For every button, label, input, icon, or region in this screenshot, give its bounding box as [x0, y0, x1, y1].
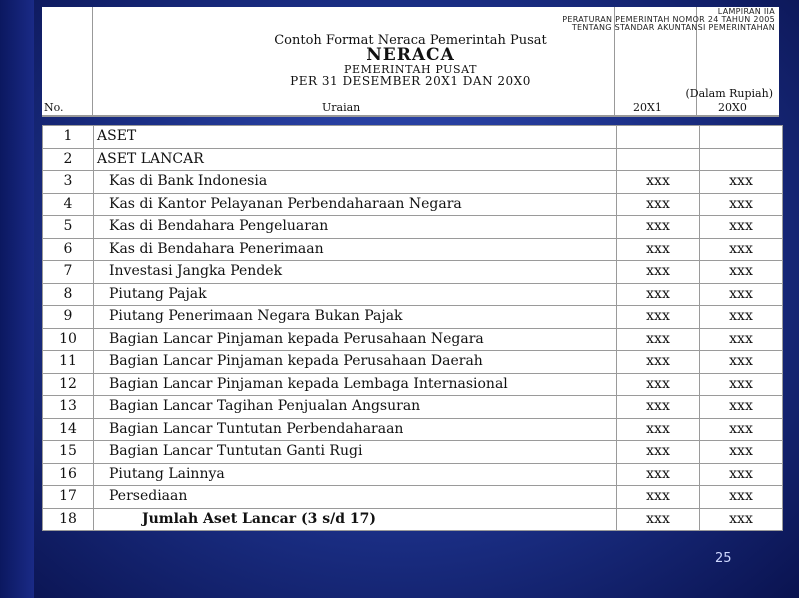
row-number-text: 2 [63, 150, 73, 167]
table-row [43, 418, 783, 441]
row-number-text: 9 [63, 308, 73, 325]
row-description-cell [94, 373, 617, 396]
row-value-20x0-cell [700, 351, 783, 374]
row-value-20x0-text: xxx [729, 240, 753, 257]
row-value-20x0-cell [700, 126, 783, 149]
row-number-cell [43, 148, 94, 171]
table-row [43, 373, 783, 396]
table-row [43, 486, 783, 509]
row-value-20x0-text: xxx [729, 398, 753, 415]
row-value-20x0-cell [700, 193, 783, 216]
row-value-20x1-cell [617, 441, 700, 464]
row-value-20x0-cell [700, 486, 783, 509]
table-row [43, 171, 783, 194]
row-number-cell [43, 373, 94, 396]
row-description-cell [94, 283, 617, 306]
row-number-text: 1 [63, 128, 73, 145]
table-row [43, 441, 783, 464]
row-description-cell [94, 463, 617, 486]
row-value-20x1-text: xxx [646, 195, 670, 212]
row-number-cell [43, 171, 94, 194]
row-number-text: 17 [59, 488, 77, 505]
row-value-20x0-cell [700, 261, 783, 284]
row-description-cell [94, 418, 617, 441]
row-value-20x1-cell [617, 126, 700, 149]
table-row [43, 306, 783, 329]
table-row [43, 238, 783, 261]
column-header-year2: 20X0 [718, 101, 747, 114]
table-row [43, 508, 783, 531]
row-description-cell [94, 486, 617, 509]
row-number-text: 4 [63, 195, 73, 212]
row-description-cell [94, 441, 617, 464]
row-value-20x0-cell [700, 418, 783, 441]
row-value-20x0-cell [700, 508, 783, 531]
row-value-20x1-text: xxx [646, 263, 670, 280]
row-value-20x0-text: xxx [729, 353, 753, 370]
row-value-20x1-cell [617, 396, 700, 419]
table-row [43, 463, 783, 486]
row-value-20x1-text: xxx [646, 330, 670, 347]
row-value-20x0-cell [700, 373, 783, 396]
row-value-20x1-text: xxx [646, 308, 670, 325]
row-number-cell [43, 418, 94, 441]
row-value-20x1-cell [617, 283, 700, 306]
row-value-20x0-text: xxx [729, 510, 753, 527]
row-number-cell [43, 396, 94, 419]
row-number-text: 13 [59, 398, 77, 415]
row-number-text: 15 [59, 443, 77, 460]
row-description-cell [94, 171, 617, 194]
row-value-20x1-text: xxx [646, 465, 670, 482]
row-value-20x0-text: xxx [729, 488, 753, 505]
row-value-20x0-text: xxx [729, 465, 753, 482]
column-header-no: No. [44, 101, 64, 114]
regulation-label: PERATURAN PEMERINTAH NOMOR 24 TAHUN 2005 [562, 15, 775, 24]
row-value-20x0-text: xxx [729, 308, 753, 325]
row-number-text: 7 [63, 263, 73, 280]
table-row [43, 396, 783, 419]
row-value-20x1-cell [617, 351, 700, 374]
row-value-20x1-text: xxx [646, 218, 670, 235]
row-description-text: Bagian Lancar Pinjaman kepada Perusahaan Negara [109, 330, 484, 347]
row-value-20x0-cell [700, 396, 783, 419]
row-description-text: ASET [97, 128, 137, 145]
row-value-20x1-text: xxx [646, 420, 670, 437]
row-number-cell [43, 351, 94, 374]
row-description-text: Piutang Lainnya [109, 465, 225, 482]
row-number-cell [43, 328, 94, 351]
row-number-text: 10 [59, 330, 77, 347]
page-number: 25 [715, 551, 732, 566]
row-value-20x0-text: xxx [729, 330, 753, 347]
row-value-20x0-text: xxx [729, 285, 753, 302]
column-header-uraian: Uraian [322, 101, 361, 114]
row-value-20x1-text: xxx [646, 285, 670, 302]
row-description-text: Investasi Jangka Pendek [109, 263, 283, 280]
row-value-20x0-cell [700, 238, 783, 261]
row-number-text: 18 [59, 510, 77, 527]
table-row [43, 126, 783, 149]
row-value-20x0-cell [700, 283, 783, 306]
row-description-text: Kas di Bank Indonesia [109, 173, 268, 190]
row-description-cell [94, 328, 617, 351]
table-row [43, 148, 783, 171]
row-value-20x1-cell [617, 508, 700, 531]
row-value-20x1-text: xxx [646, 443, 670, 460]
row-value-20x0-cell [700, 328, 783, 351]
row-number-text: 11 [59, 353, 77, 370]
row-description-cell [94, 351, 617, 374]
currency-unit: (Dalam Rupiah) [685, 87, 773, 100]
row-value-20x1-text: xxx [646, 173, 670, 190]
row-description-cell [94, 508, 617, 531]
row-value-20x1-text: xxx [646, 510, 670, 527]
row-description-cell [94, 193, 617, 216]
row-value-20x1-cell [617, 418, 700, 441]
row-number-cell [43, 306, 94, 329]
row-value-20x0-text: xxx [729, 375, 753, 392]
row-value-20x1-cell [617, 171, 700, 194]
row-value-20x0-text: xxx [729, 263, 753, 280]
row-description-cell [94, 261, 617, 284]
table-row [43, 328, 783, 351]
row-number-text: 5 [63, 218, 73, 235]
document-header [42, 7, 779, 117]
row-number-cell [43, 508, 94, 531]
row-number-cell [43, 216, 94, 239]
row-value-20x1-cell [617, 148, 700, 171]
row-value-20x0-cell [700, 463, 783, 486]
column-header-year1: 20X1 [633, 101, 662, 114]
row-value-20x1-text: xxx [646, 375, 670, 392]
row-description-text: Piutang Pajak [109, 285, 207, 302]
row-number-cell [43, 193, 94, 216]
row-value-20x1-cell [617, 373, 700, 396]
row-number-text: 14 [59, 420, 77, 437]
balance-sheet-table [42, 125, 783, 531]
row-description-text: Persediaan [109, 488, 188, 505]
row-number-cell [43, 126, 94, 149]
document-subtitle: Contoh Format Neraca Pemerintah Pusat [274, 33, 547, 48]
row-description-cell [94, 148, 617, 171]
row-value-20x0-cell [700, 171, 783, 194]
row-description-text: Jumlah Aset Lancar (3 s/d 17) [142, 510, 376, 527]
row-value-20x0-text: xxx [729, 443, 753, 460]
row-number-text: 12 [59, 375, 77, 392]
row-value-20x0-text: xxx [729, 420, 753, 437]
table-row [43, 216, 783, 239]
row-number-text: 6 [63, 240, 73, 257]
row-description-text: Bagian Lancar Tuntutan Perbendaharaan [109, 420, 404, 437]
report-period: PER 31 DESEMBER 20X1 DAN 20X0 [290, 74, 531, 88]
row-number-cell [43, 238, 94, 261]
row-value-20x0-text: xxx [729, 173, 753, 190]
lampiran-label: LAMPIRAN IIA [717, 7, 775, 16]
row-description-cell [94, 126, 617, 149]
row-value-20x0-cell [700, 148, 783, 171]
table-row [43, 351, 783, 374]
row-value-20x0-text: xxx [729, 218, 753, 235]
row-number-text: 8 [63, 285, 73, 302]
row-description-cell [94, 216, 617, 239]
table-row [43, 261, 783, 284]
row-number-cell [43, 463, 94, 486]
row-number-text: 16 [59, 465, 77, 482]
row-value-20x0-text: xxx [729, 195, 753, 212]
row-number-cell [43, 283, 94, 306]
table-row [43, 283, 783, 306]
row-description-text: Kas di Bendahara Penerimaan [109, 240, 324, 257]
balance-sheet-table-wrap [42, 125, 779, 531]
row-value-20x1-text: xxx [646, 240, 670, 257]
row-value-20x1-text: xxx [646, 398, 670, 415]
row-value-20x1-cell [617, 216, 700, 239]
row-value-20x1-cell [617, 238, 700, 261]
row-value-20x1-cell [617, 261, 700, 284]
row-value-20x0-cell [700, 441, 783, 464]
header-bottom-border [42, 115, 779, 117]
row-description-text: Kas di Bendahara Pengeluaran [109, 218, 329, 235]
row-value-20x1-cell [617, 193, 700, 216]
row-description-cell [94, 396, 617, 419]
row-description-cell [94, 238, 617, 261]
row-description-text: Piutang Penerimaan Negara Bukan Pajak [109, 308, 403, 325]
document-title: NERACA [366, 45, 455, 65]
slide-left-bar [0, 0, 34, 598]
row-description-text: ASET LANCAR [97, 150, 204, 167]
row-number-cell [43, 441, 94, 464]
row-value-20x0-cell [700, 306, 783, 329]
row-description-text: Bagian Lancar Tuntutan Ganti Rugi [109, 443, 363, 460]
table-row [43, 193, 783, 216]
row-value-20x1-cell [617, 306, 700, 329]
row-description-cell [94, 306, 617, 329]
row-value-20x1-cell [617, 486, 700, 509]
row-value-20x1-cell [617, 328, 700, 351]
row-description-text: Bagian Lancar Pinjaman kepada Lembaga Internasional [109, 375, 508, 392]
row-description-text: Kas di Kantor Pelayanan Perbendaharaan Negara [109, 195, 462, 212]
row-number-cell [43, 486, 94, 509]
row-number-text: 3 [63, 173, 73, 190]
row-value-20x1-text: xxx [646, 488, 670, 505]
entity-name: PEMERINTAH PUSAT [343, 63, 478, 76]
row-value-20x1-text: xxx [646, 353, 670, 370]
regulation-subject: TENTANG STANDAR AKUNTANSI PEMERINTAHAN [571, 23, 775, 32]
row-description-text: Bagian Lancar Pinjaman kepada Perusahaan Daerah [109, 353, 483, 370]
row-value-20x0-cell [700, 216, 783, 239]
row-number-cell [43, 261, 94, 284]
row-value-20x1-cell [617, 463, 700, 486]
row-description-text: Bagian Lancar Tagihan Penjualan Angsuran [109, 398, 421, 415]
